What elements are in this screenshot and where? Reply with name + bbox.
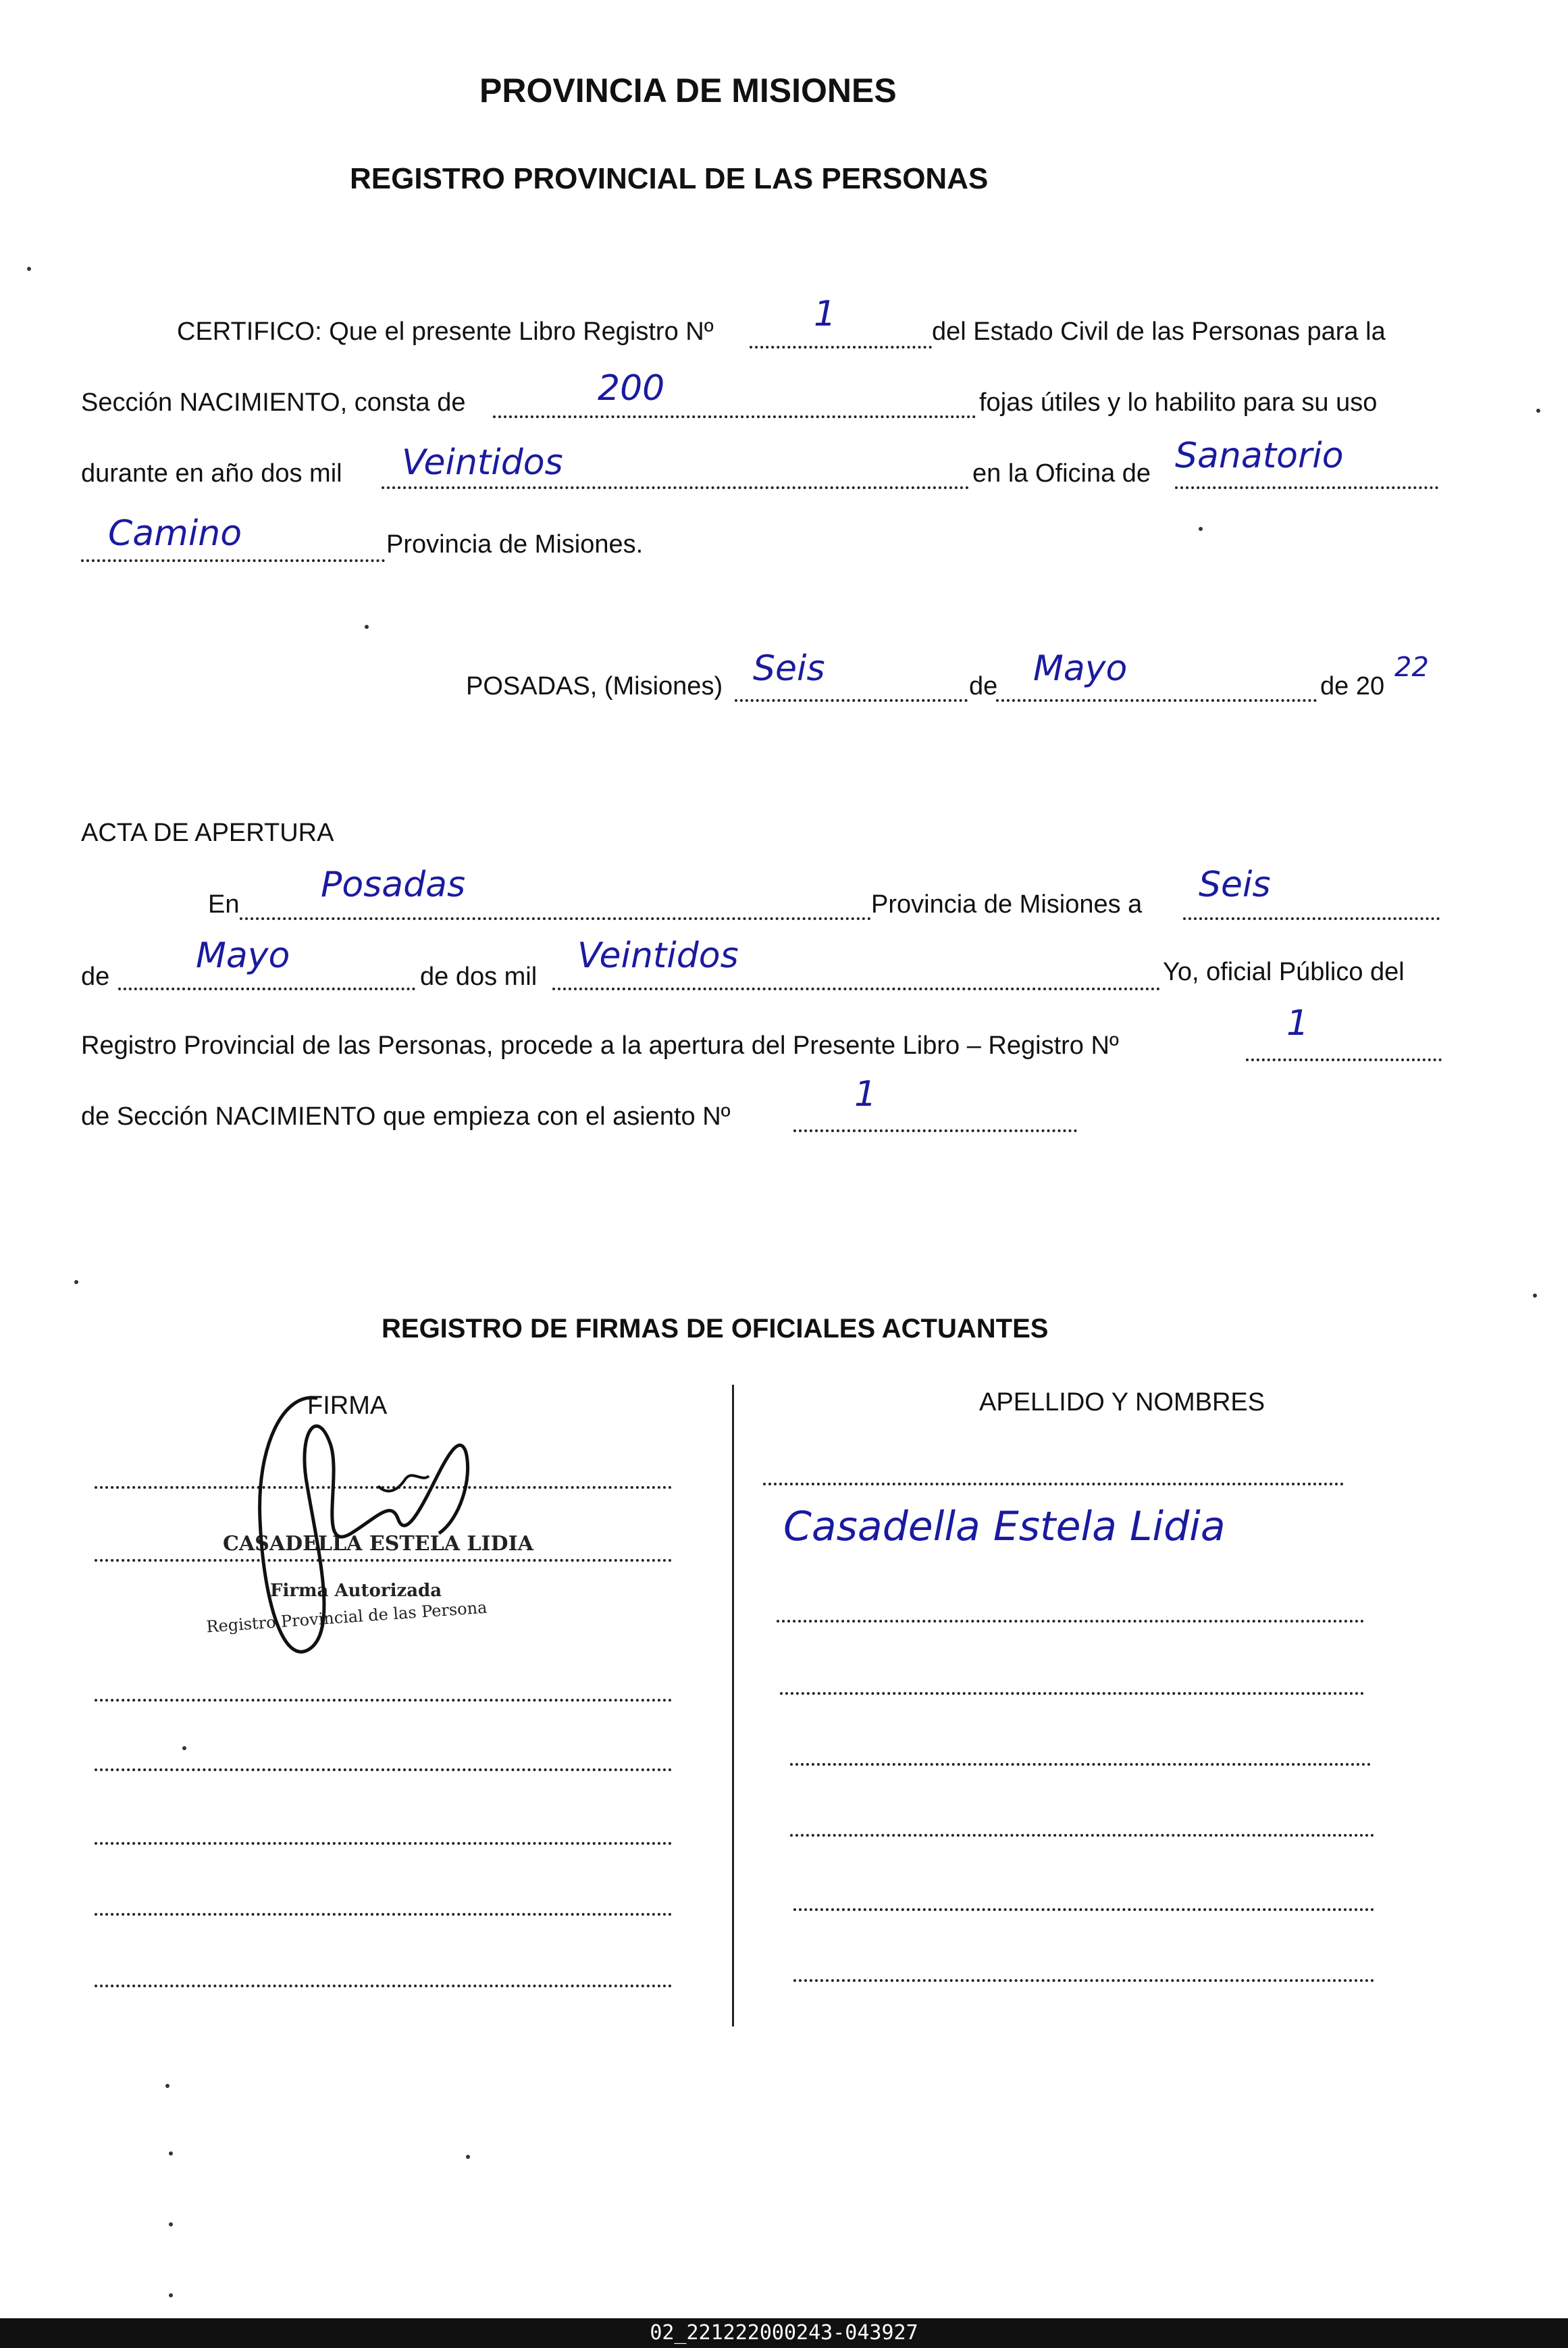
- scan-speck: [74, 1280, 78, 1284]
- document-title: PROVINCIA DE MISIONES: [479, 72, 897, 109]
- scan-speck: [169, 2293, 173, 2297]
- fecha-mes-dots: [996, 699, 1317, 702]
- scan-speck: [1533, 1294, 1537, 1298]
- firma-line-2: [95, 1559, 672, 1562]
- document-subtitle: REGISTRO PROVINCIAL DE LAS PERSONAS: [350, 162, 989, 195]
- scan-footer-code: 02_221222000243-043927: [0, 2318, 1568, 2348]
- firma-line-3: [95, 1699, 672, 1702]
- acta-lugar-handwritten: Posadas: [321, 865, 466, 905]
- scan-speck: [365, 625, 369, 629]
- firma-line-6: [95, 1913, 672, 1916]
- acta-l2-b: de dos mil: [420, 963, 538, 991]
- cert-line3-b: en la Oficina de: [972, 459, 1151, 488]
- cert-oficina-handwritten-2: Camino: [108, 513, 242, 554]
- cert-line1-a: CERTIFICO: Que el presente Libro Registro Nº: [177, 317, 714, 346]
- scan-speck: [1199, 527, 1203, 531]
- nombre-line-4: [790, 1763, 1371, 1766]
- acta-l2-a: de: [81, 963, 110, 991]
- scan-speck: [169, 2151, 173, 2155]
- scan-speck: [466, 2155, 470, 2159]
- nombre-line-2: [777, 1620, 1364, 1623]
- acta-asiento-handwritten: 1: [854, 1074, 877, 1115]
- scan-speck: [182, 1746, 186, 1750]
- cert-line3-a: durante en año dos mil: [81, 459, 342, 488]
- stamp-line2: Firma Autorizada: [270, 1581, 442, 1601]
- fecha-mes-handwritten: Mayo: [1033, 648, 1128, 689]
- acta-anio-handwritten: Veintidos: [577, 936, 739, 976]
- cert-oficina-dots: [1175, 486, 1438, 489]
- fecha-anio-handwritten: 22: [1394, 652, 1429, 683]
- fecha-dia-dots: [735, 699, 968, 702]
- acta-lugar-dots: [240, 917, 871, 920]
- acta-dia-dots: [1183, 917, 1440, 920]
- nombre-line-1: [763, 1483, 1344, 1485]
- acta-l2-c: Yo, oficial Público del: [1163, 958, 1405, 986]
- col-nombres-header: APELLIDO Y NOMBRES: [979, 1388, 1265, 1417]
- acta-l3-a: Registro Provincial de las Personas, procede a la apertura del Presente Libro – Registro Nº: [81, 1031, 1119, 1060]
- cert-fojas-handwritten: 200: [598, 368, 665, 409]
- cert-line1-b: del Estado Civil de las Personas para la: [932, 317, 1386, 346]
- acta-heading: ACTA DE APERTURA: [81, 819, 334, 847]
- firma-line-1: [95, 1486, 672, 1489]
- cert-anio-dots: [382, 486, 969, 489]
- cert-oficina-handwritten-1: Sanatorio: [1175, 436, 1344, 476]
- nombre-line-6: [793, 1908, 1374, 1911]
- stamp-line1: CASADELLA ESTELA LIDIA: [223, 1532, 533, 1556]
- cert-anio-handwritten: Veintidos: [402, 442, 563, 483]
- nombre-line-3: [780, 1692, 1364, 1695]
- cert-line2-a: Sección NACIMIENTO, consta de: [81, 388, 466, 417]
- nombre-handwritten: Casadella Estela Lidia: [783, 1503, 1226, 1550]
- acta-l1-a: En: [208, 890, 240, 919]
- fecha-de1: de: [969, 672, 998, 700]
- acta-l4-a: de Sección NACIMIENTO que empieza con el asiento Nº: [81, 1102, 731, 1131]
- nombre-line-7: [793, 1979, 1374, 1982]
- scan-speck: [1536, 409, 1540, 413]
- col-firma-header: FIRMA: [307, 1392, 388, 1420]
- column-divider: [732, 1385, 734, 2026]
- firma-line-7: [95, 1985, 672, 1987]
- cert-libro-handwritten: 1: [814, 294, 837, 334]
- scan-speck: [169, 2222, 173, 2226]
- nombre-line-5: [790, 1834, 1374, 1837]
- fecha-dia-handwritten: Seis: [753, 648, 825, 689]
- acta-l1-b: Provincia de Misiones a: [871, 890, 1143, 919]
- stamp-line3: Registro Provincial de las Persona: [205, 1598, 488, 1637]
- firmas-heading: REGISTRO DE FIRMAS DE OFICIALES ACTUANTES: [382, 1314, 1049, 1344]
- fecha-de2: de 20: [1320, 672, 1385, 700]
- acta-mes-dots: [118, 988, 415, 990]
- acta-asiento-dots: [793, 1129, 1077, 1132]
- fecha-lugar: POSADAS, (Misiones): [466, 672, 723, 700]
- cert-fojas-dots: [493, 415, 976, 418]
- cert-line4: Provincia de Misiones.: [386, 530, 644, 559]
- acta-libro-dots: [1246, 1058, 1442, 1061]
- firma-line-5: [95, 1842, 672, 1845]
- scan-speck: [27, 267, 31, 271]
- scan-speck: [165, 2084, 169, 2088]
- cert-libro-dots: [750, 346, 932, 349]
- acta-libro-handwritten: 1: [1286, 1003, 1309, 1044]
- acta-dia-handwritten: Seis: [1199, 865, 1271, 905]
- cert-oficina2-dots: [81, 559, 385, 562]
- acta-anio-dots: [552, 988, 1160, 990]
- acta-mes-handwritten: Mayo: [196, 936, 290, 976]
- firma-line-4: [95, 1768, 672, 1771]
- cert-line2-b: fojas útiles y lo habilito para su uso: [979, 388, 1378, 417]
